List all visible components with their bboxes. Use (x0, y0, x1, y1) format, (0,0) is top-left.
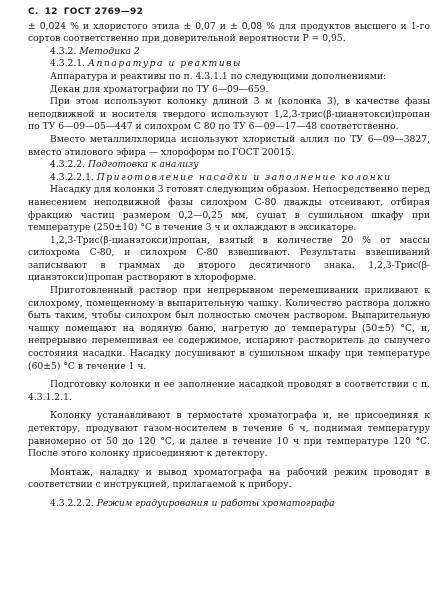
paragraph: Декан для хроматографии по ТУ 6—09—659. (50, 83, 269, 95)
paragraph: 1,2,3-Трис(β-цианэтокси)пропан, взятый в количестве 20 % от массы силохрома С-80, и силохром С-80 взвешивают. Результаты взвешиваний записывают в граммах до второго десятичного знака. 1,2,3-Трис(β-цианэтокси)пропан растворяют в хлороформе. (28, 234, 430, 284)
section-heading-4-3-2-2 (28, 159, 430, 172)
paragraph: При этом используют колонку длиной 3 м (колонка 3), в качестве фазы неподвижной и носителя твердого используют 1,2,3-трис(β-цианэтокси)пропан по ТУ 6—09—05—447 и силохром С 80 по ТУ 6—09—17—48 соответственно. (28, 96, 430, 133)
section-heading-4-3-2-2-1 (28, 172, 430, 185)
paragraph: Приготовленный раствор при непрерывном перемешивании приливают к силохрому, помещенному в выпарительную чашку. Количество раствора должно быть таким, чтобы силохром был полностью смочен раствором. Выпарительную чашку помещают на водяную баню, нагретую до температуры (50±5) °С, и, непрерывно перемешивая ее содержимое, испаряют растворитель до сыпучего состояния насадки. Насадку досушивают в сушильном шкафу при температуре (60±5) °С в течение 1 ч. (28, 285, 430, 372)
section-title: Аппаратура и реактивы (87, 58, 243, 70)
paragraph: Подготовку колонки и ее заполнение насадкой проводят в соответствии с п. 4.3.1.2.1. (28, 379, 430, 403)
section-number: 4.3.2.2.1. (50, 171, 97, 183)
page-number: 12 (44, 7, 58, 17)
section-title: Приготовление насадки и заполнение колонки (96, 171, 392, 183)
section-heading-4-3-2-2-2 (28, 498, 430, 511)
paragraph: Монтаж, наладку и вывод хроматографа на рабочий режим проводят в соответствии с инструкцией, прилагаемой к прибору. (28, 466, 430, 491)
section-number: 4.3.2.2. (50, 159, 88, 171)
section-number: 4.3.2.2.2. (50, 497, 97, 509)
section-title: Режим градуирования и работы хроматографа (96, 497, 335, 509)
paragraph-continuation: ± 0,024 % и хлористого этила ± 0,07 и ± 0,08 % для продуктов высшего и 1-го сортов соответственно при доверительной вероятности P = 0,95. (28, 20, 430, 45)
page-header (28, 6, 430, 19)
section-heading-4-3-2 (28, 46, 430, 59)
page-prefix: С. (28, 7, 39, 17)
paragraph: Колонку устанавливают в термостате хроматографа и, не присоединяя к детектору, продувают газом-носителем в течение 6 ч, поднимая температуру равномерно от 50 до 120 °С, и далее в течение 10 ч при температуре 120 °С. После этого колонку присоединяют к детектору. (28, 410, 430, 460)
section-title: Методика 2 (79, 45, 140, 57)
standard-code: ГОСТ 2769—92 (63, 7, 144, 17)
section-heading-4-3-2-1 (28, 58, 430, 71)
paragraph: Насадку для колонки 3 готовят следующим образом. Непосредственно перед нанесением неподвижной фазы силохром С-80 дважды отсеивают, отбирая фракцию частиц размером 0,2—0,25 мм, сушат в сушильном шкафу при температуре (250±10) °С в течение 3 ч и охлаждают в эксикаторе. (28, 184, 430, 234)
paragraph: Аппаратура и реактивы по п. 4.3.1.1 по следующими дополнениями: (50, 70, 387, 82)
section-number: 4.3.2.1. (50, 58, 88, 70)
section-number: 4.3.2. (50, 45, 80, 57)
section-title: Подготовка к анализу (87, 159, 199, 171)
paragraph: Вместо металлилхлорида используют хлористый аллил по ТУ 6—09—3827, вместо этилового эфира — хлороформ по ГОСТ 20015. (28, 133, 430, 158)
